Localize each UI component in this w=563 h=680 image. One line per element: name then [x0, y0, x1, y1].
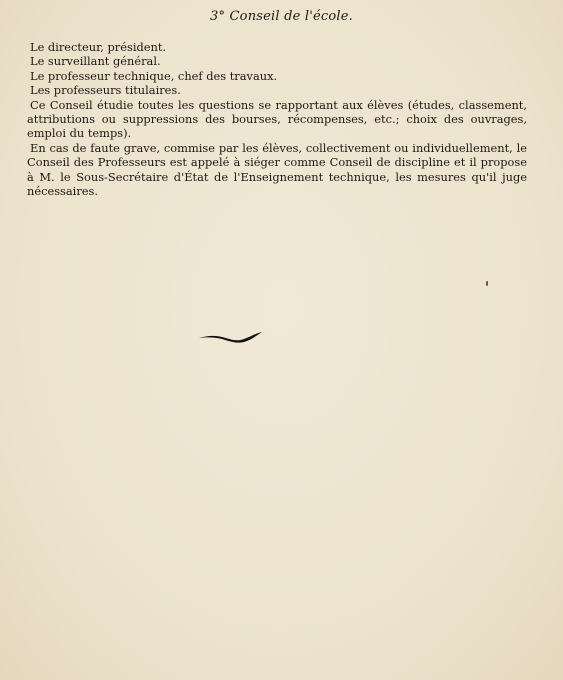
paragraph	[27, 98, 527, 141]
member-line: Le professeur technique, chef des travaux.	[30, 68, 278, 83]
member-line: Le surveillant général.	[30, 54, 161, 69]
paragraph-text: En cas de faute grave, commise par les élèves, collectivement ou individuellement, le Conseil des Professeurs est appelé à siéger comme Conseil de discipline et il propose à M. le Sous-Secrétaire d'État de l'Enseignement technique, les mesures qu'il juge nécessaires.	[27, 140, 527, 199]
member-line: Le directeur, président.	[30, 40, 167, 54]
swash-ornament-icon	[196, 326, 266, 344]
member-line: Les professeurs titulaires.	[30, 83, 181, 98]
paragraph-text: Ce Conseil étudie toutes les questions se rapportant aux élèves (études, classement, attributions ou suppressions des bourses, récompenses, etc.; choix des ouvrages, emploi du temps).	[27, 97, 527, 141]
paragraph	[27, 141, 527, 199]
body-text	[27, 40, 527, 198]
paper-speck	[486, 281, 488, 286]
section-heading: 3° Conseil de l'école.	[210, 9, 353, 24]
